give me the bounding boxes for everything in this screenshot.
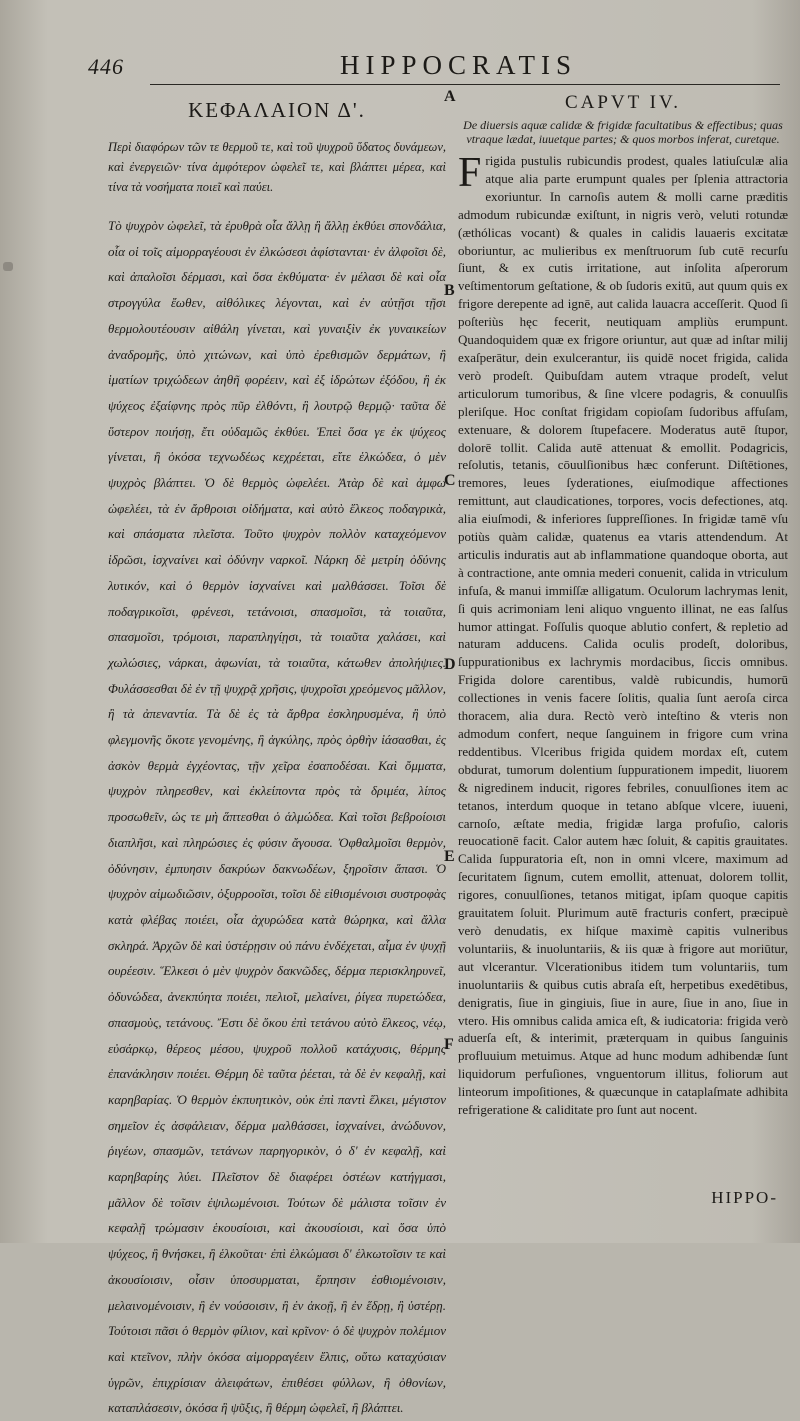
margin-letter-f: F [444,1036,454,1053]
running-title: HIPPOCRATIS [340,50,578,80]
margin-section-letters [444,0,458,1243]
latin-body-content: rigida pustulis rubicundis prodest, quales latiuſculæ alia atque alia parte erumpunt quales per ſplenia attractoria exoriuntur. In carnoſis autem & molli carne præditis admodum rubicundæ exiſtunt, in nigris verò, veluti rotundæ (æthólicas vocant) & quales in calidis lauaeris excitatæ oboriuntur, ac mulieribus ex menſtruorum ſub cutē recurſu ſiunt, & ex cutis irritatione, aut inſolita aſperorum veſtimentorum geſtatione, & ob ſudoris exitū, aut quum quis ex frigore derepente ad ignē, aut calida lauacra acceſſerit. Quod ſi poſteriùs hęc fecerit, neutiquam ampliùs erumpunt. Quandoquidem quæ ex frigore oriuntur, aut quæ ad inſtar milij exaſperātur, dein exulcerantur, iis quidē nocet frigida, calida verò prodeſt. Quibuſdam autem vtraque prodeſt, velut articulorum tumoribus, & ſine vlcere podagris, & conuulſis pleriſque. Hoc conſtat frigidam copioſam ſudoribus affuſam, extenuare, & dolorem ſtupefacere. Moderatus autē ſtupor, dolorē tollit. Calida autē attenuat & emollit. Podagricis, reſolutis, tetanis, cōuulſionibus hæc conferunt. Diſtētiones, tremores, leues ſyderationes, eiuſmodique affectiones remittunt, aut claudicationes, torpores, vocis defectiones, atq. alia eiuſmodi, & inferiores ſuppreſſiones. In frigidæ tamē vſu potiùs quàm calidæ, quatenus ea vtaris attendendum. At articulis induratis aut ab inflammatione quandoque oborta, aut à contractione, ante omnia mederi conuenit, calida in vtriculum infuſa, & manui immiſſæ alligatum. Oculorum lachrymas lenit, ſi quis acrimoniam leni aliquo vnguento illinat, ne eas ſalſus humor attingat. Foſſulis quoque ablutio confert, & repletio ad naturam adducens. Calida oculis prodeſt, doloribus, ſuppurationibus ex lachrymis mordacibus, ſiccis omnibus. Frigida dolore carentibus, valdè rubicundis, humorū collectiones in venis facere ſolitis, qualia ſunt aeroſa circa thoracem, alia dura. Rectò verò inteſtino & vteris non admodum confert, neque ſanguinem in frigore cum vrina reddentibus. Vlceribus frigida quidem mordax eſt, cutem obdurat, tumorum dolentium ſuppurationem impedit, liuorem & nigredinem inducit, rigores febriles, conuulſiones item ac tetanos, interdum quoque in tetano abſque vlcere, iuueni, carnoſo, æſtate media, frigidæ larga profuſio, caloris reuocationē facit. Calor autem hæc ſoluit, & capitis grauitates. Calida ſuppuratoria eſt, non in omni vlcere, maximum ad ſecuritatem ſignum, cutem emollit, attenuat, dolorem tollit, rigores, conuulſiones, tetanos mitigat, ipſam quoque capitis grauitatem ſoluit. Plurimum autē fracturis confert, præcipuè verò denudatis, ex hiſque maximè capitis vulneribus voluntariis, & inuoluntariis, & iis quæ à frigore aut moriūtur, aut vlcerantur. Vlcerationibus itidem tum voluntariis, tum inuoluntariis & quibus cutis abraſa eſt, herpetibus exedētibus, denigratis, ſiue in gingiuis, ſiue in aure, ſiue in ano, ſiue in vtero. His omnibus calida amica eſt, & iudicatoria: frigida verò aduerſa eſt, & interimit, præterquam in quibus ſanguinis profluuium metuimus. Atque ad hunc modum adhibendæ ſunt liquidorum perfuſiones, vnguentorum illitus, foliorum aut linteorum impoſitiones, & quæcunque in cataplaſmate adhibita refrigeratione & caliditate pro ſunt aut nocent. [458,153,788,1118]
latin-body-text [458,152,788,1119]
margin-letter-a: A [444,88,456,105]
latin-column [458,92,788,1119]
binding-mark [3,262,13,271]
greek-chapter-summary: Περὶ διαφόρων τῶν τε θερμοῦ τε, καὶ τοῦ ψυχροῦ ὕδατος δυνάμεων, καὶ ἐνεργειῶν· τίνα ἀμφότερον ὠφελεῖ τε, καὶ βλάπτει μέρεα, καὶ τίνα τὰ νοσήματα ποιεῖ καὶ παύει. [108,140,446,194]
latin-chapter-summary: De diuersis aquæ calidæ & frigidæ facultatibus & effectibus; quas vtraque lædat, iuuetque partes; & quos morbos inferat, curetque. [463,118,783,146]
greek-column [108,92,446,1421]
header-rule [150,84,780,85]
margin-letter-b: B [444,282,455,299]
margin-letter-d: D [444,656,456,673]
latin-chapter-heading: CAPVT IV. [564,92,682,113]
margin-letter-c: C [444,472,456,489]
page-number: 446 [88,54,124,79]
catchword: HIPPO- [711,1188,778,1207]
greek-chapter-heading: ΚΕΦΑΛΑΙΟΝ Δ'. [188,98,366,122]
greek-body-text: Τὸ ψυχρὸν ὠφελεῖ, τὰ ἐρυθρὰ οἷα ἄλλῃ ἢ ἄλλῃ ἐκθύει σπονδάλια, οἷα οἱ τοῖς αἱμορραγέουσι ἐν ἐλκώσεσι ἀφίστανται· ἐν ἀλφοῖσι δὲ, καὶ ἀπαλοῖσι δέρμασι, καὶ ὅσα ἐκθύματα· ἐν μέλασι δὲ καὶ οἷα στρογγύλα ἔωθεν, αἰθόλικες λέγονται, καὶ ἐν αὐτῇσι τῇσι θερμολουτέουσιν αἰθάλη γίνεται, καὶ γυναιξὶν ἐκ γυναικείων ἀναδρομῆς, ὑπὸ χιτώνων, καὶ ὑπὸ ἐρεθισμῶν δερμάτων, ἢ ἱματίων τριχώδεων ἀηθῆ φορέειν, καὶ ἐξ ἱδρώτων ἐξόδου, ἢ ἐκ ψύχεος ἐξαίφνης πρὸς πῦρ ἐλθόντι, ἢ λουτρῷ θερμῷ· ταῦτα δὲ ὕστερον ποιήσῃ, ἔτι οὐδαμῶς ἐκθύει. Ἐπεὶ ὅσα γε ἐκ ψύχεος γίνεται, ἢ ὁκόσα τεχνωδέως κεχρέεται, εἴτε ἑλκώδεα, ὁ μὲν ψυχρὸς βλάπτει. Ὁ δὲ θερμὸς ὠφελέει. Ἀτὰρ δὲ καὶ ἀμφω ὠφελέει, τὰ ἐν ἄρθροισι οἰδήματα, καὶ αὐτὸ ἕλκεος ποδαγρικὰ, καὶ σπάσματα πλεῖστα. Τοῦτο ψυχρὸν πολλὸν καταχεόμενον ἱδρῶσι, ἰσχναίνει καὶ ὀδύνην ναρκοῖ. Νάρκη δὲ μετρίη ὀδύνης λυτικόν, καὶ ὁ θερμὸν ἰσχναίνει καὶ μαλθάσσει. Τοῖσι δὲ ποδαγρικοῖσι, φρένεσι, τετάνοισι, σπασμοῖσι, τὰ τοιαῦτα, σπασμοῖσι, τρόμοισι, παραπληγίῃσι, τὰ τοιαῦτα χαλάσει, καὶ χωλώσιες, νάρκαι, ἀφωνίαι, τὰ τοιαῦτα, κάτωθεν ἀπολήψιες. Φυλάσσεσθαι δὲ ἐν τῇ ψυχρᾷ χρῆσις, ψυχροῖσι χρεόμενος μᾶλλον, ἢ τὰ ἀπεναντία. Τὰ δὲ ἐς τὰ ἄρθρα ἐσκληρυσμένα, ἢ ὑπὸ φλεγμονῆς ὅκοτε γενομένης, ἢ ἀγκύλης, πρὸς ὀρθὴν ἰάσασθαι, ἐς ἀσκὸν θερμὰ ἐγχέοντας, τῇν χεῖρα ἐσαποδέσαι. Καὶ ὄμματα, ψυχρὸν πληρεσθεν, καὶ ἐκλείποντα πρὸς τὰ δριμέα, λίπος προσωθεῖν, ὡς τε μὴ ἅπτεσθαι ὁ ἁλμώδεα. Καὶ τοῖσι βεβροίοισι διαπλῆσι, καὶ πληρώσιες ἐς φύσιν ἄγουσα. Ὀφθαλμοῖσι θερμὸν, ὀδύνησιν, ἐμπυησιν δακρύων δακνωδέων, ξηροῖσιν ἅπασι. Ὁ ψυχρὸν αἱμωδιῶσιν, ὀξυρροοῖσι, τοῖσι δὲ εἰθισμένοισι συστροφὰς κατὰ φλέβας ποιέει, οἷα ἀχυρώδεα κατὰ θώρηκα, καὶ ἄλλα σκληρά. Ἀρχῶν δὲ καὶ ὑστέρῃσιν οὐ πάνυ ἐνδέχεται, αἷμα ἐν ψυχῇ ουρέεσιν. Ἕλκεσι ὁ μὲν ψυχρὸν δακνῶδες, δέρμα περισκληρυνεῖ, ὀδυνώδεα, ἀνεκπύητα ποιέει, πελιοῖ, μελαίνει, ῥίγεα πυρετώδεα, σπασμοὺς, τετάνους. Ἔστι δὲ ὅκου ἐπὶ τετάνου αὐτὸ ἕλκεος, νέῳ, εὐσάρκῳ, θέρεος μέσου, ψυχροῦ πολλοῦ κατάχυσις, θέρμης ἐπανάκλησιν ποιέει. Θέρμη δὲ ταῦτα ῥέεται, τὰ δὲ ἐν κεφαλῇ, καὶ καρηβαρίας. Ὁ θερμὸν ἐκπυητικὸν, οὐκ ἐπὶ παντὶ ἕλκει, μέγιστον σημεῖον ἐς ἀσφάλειαν, δέρμα μαλθάσσει, ἰσχναίνει, ἀνώδυνον, ῥιγέων, σπασμῶν, τετάνων παρηγορικὸν, ὁ δ' ἐν κεφαλῇ, καὶ καρηβαρίης λύει. Πλεῖστον δὲ διαφέρει ὀστέων κατήγμασι, μᾶλλον δὲ τοῖσιν ἐψιλωμένοισι. Τούτων δὲ μάλιστα τοῖσιν ἐν κεφαλῇ τρώμασιν ἑκουσίοισι, καὶ ἀκουσίοισι, καὶ ὅσα ὑπὸ ψύχεος, ἢ θνήσκει, ἢ ἑλκοῦται· ἐπὶ ἑλκώμασι δ' ἑλκωτοῖσιν τε καὶ ἀκουσίοισιν, οἷσιν ὑποσυρμαται, ἕρπησιν ἐσθιομένοισιν, μελαινομένοισιν, ἢ ἐν νούσοισιν, ἢ ἐν ἀκοῇ, ἢ ἐν ἕδρῃ, ἢ ὑστέρῃ. Τούτοισι πᾶσι ὁ θερμὸν φίλιον, καὶ κρῖνον· ὁ δὲ ψυχρὸν πολέμιον καὶ κτεῖνον, πλὴν ὁκόσα αἱμορραγέειν ἔλπις, οὕτω καταχύσιαν ὑγρῶν, ἐπιχρίσιαν ἀλειφάτων, ἐπιθέσει φύλλων, ἢ ὀθονίων, καταπλάσεσιν, ὁκόσα ἢ ψῦξις, ἢ θέρμη ὠφελεῖ, ἢ βλάπτει. [108,218,446,1416]
drop-cap-initial: F [458,150,482,196]
margin-letter-e: E [444,848,455,865]
